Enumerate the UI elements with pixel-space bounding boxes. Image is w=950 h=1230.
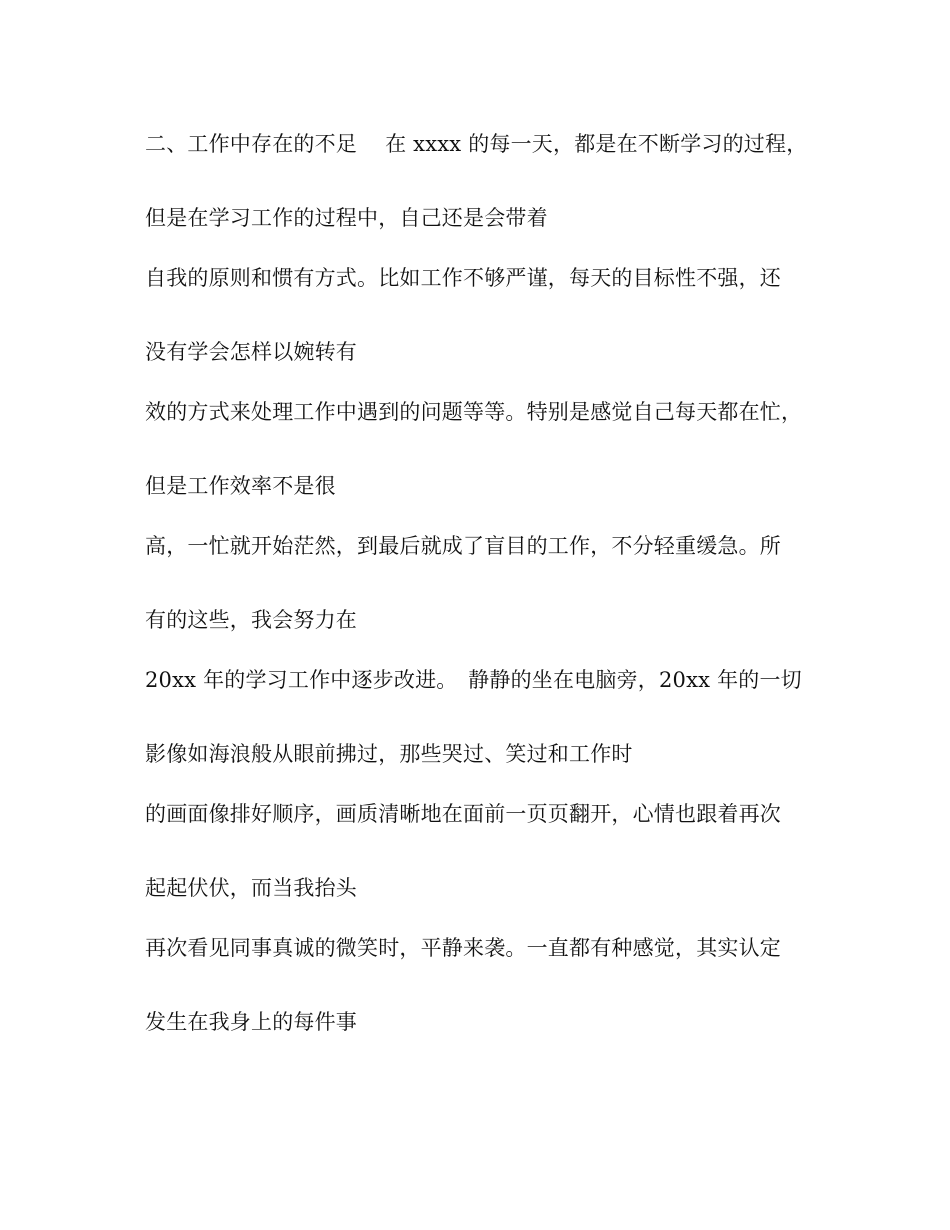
text-line: 20xx 年的学习工作中逐步改进。 静静的坐在电脑旁，20xx 年的一切	[145, 668, 802, 692]
text-line: 没有学会怎样以婉转有	[145, 340, 357, 364]
text-line: 效的方式来处理工作中遇到的问题等等。特别是感觉自己每天都在忙，	[145, 400, 803, 424]
text-line: 自我的原则和惯有方式。比如工作不够严谨，每天的目标性不强，还	[145, 266, 781, 290]
text-line: 有的这些，我会努力在	[145, 608, 357, 632]
text-line: 二、工作中存在的不足 在 xxxx 的每一天，都是在不断学习的过程，	[145, 132, 808, 156]
text-line: 高，一忙就开始茫然，到最后就成了盲目的工作，不分轻重缓急。所	[145, 534, 781, 558]
text-line: 再次看见同事真诚的微笑时，平静来袭。一直都有种感觉，其实认定	[145, 936, 781, 960]
text-line: 的画面像排好顺序，画质清晰地在面前一页页翻开，心情也跟着再次	[145, 802, 781, 826]
text-line: 影像如海浪般从眼前拂过，那些哭过、笑过和工作时	[145, 742, 633, 766]
text-line: 发生在我身上的每件事	[145, 1010, 357, 1034]
text-line: 但是工作效率不是很	[145, 474, 336, 498]
text-line: 但是在学习工作的过程中，自己还是会带着	[145, 206, 548, 230]
text-line: 起起伏伏，而当我抬头	[145, 876, 357, 900]
